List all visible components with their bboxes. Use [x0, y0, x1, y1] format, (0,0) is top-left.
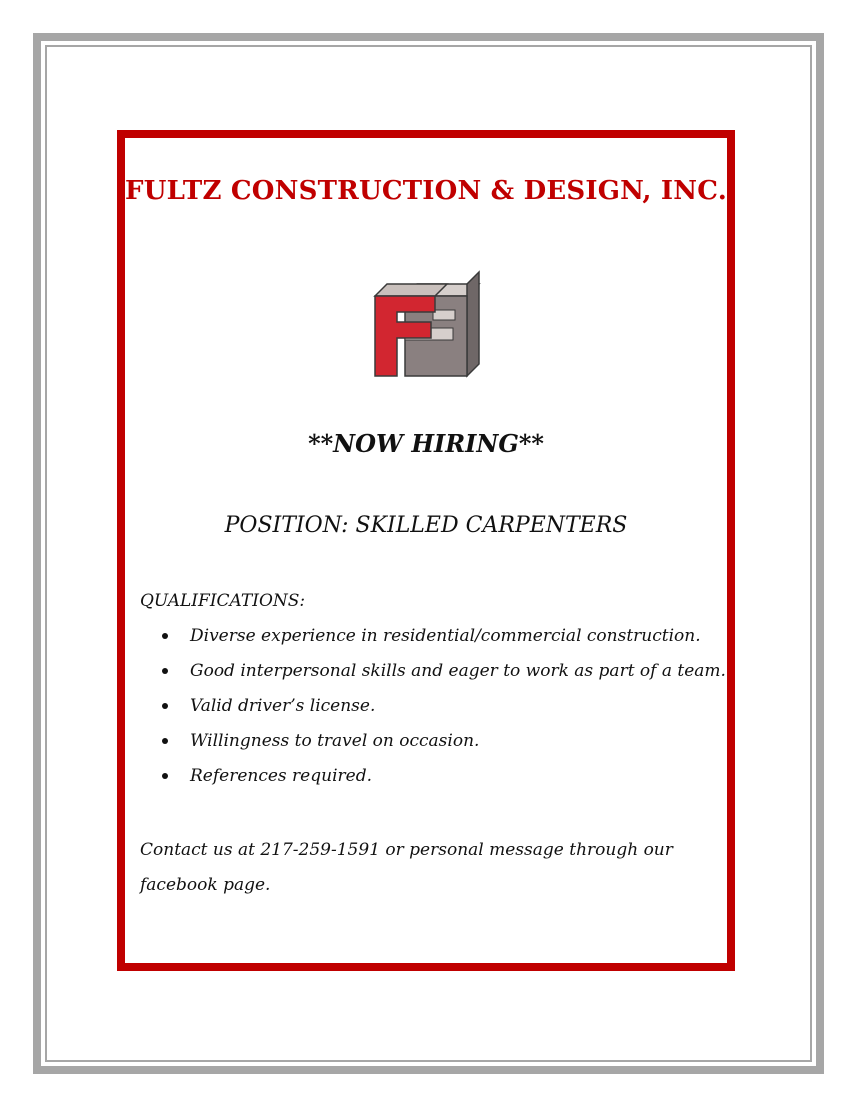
- qualifications-list: [162, 624, 726, 799]
- qualifications-heading: QUALIFICATIONS:: [140, 591, 306, 611]
- bullet-icon: [162, 703, 168, 709]
- contact-text: Contact us at 217-259-1591 or personal message through our facebook page.: [140, 840, 673, 895]
- bullet-icon: [162, 668, 168, 674]
- list-item: Valid driver’s license.: [162, 694, 726, 729]
- company-logo-icon: [371, 268, 491, 383]
- position-line: POSITION: SKILLED CARPENTERS: [224, 513, 628, 538]
- company-title: FULTZ CONSTRUCTION & DESIGN, INC.: [125, 176, 727, 206]
- list-item: Willingness to travel on occasion.: [162, 729, 726, 764]
- list-item: Good interpersonal skills and eager to work as part of a team.: [162, 659, 726, 694]
- list-item: Diverse experience in residential/commercial construction.: [162, 624, 726, 659]
- flyer-frame: [117, 130, 735, 971]
- now-hiring-heading: **NOW HIRING**: [308, 429, 544, 458]
- list-item: References required.: [162, 764, 726, 799]
- bullet-icon: [162, 773, 168, 779]
- bullet-icon: [162, 633, 168, 639]
- bullet-icon: [162, 738, 168, 744]
